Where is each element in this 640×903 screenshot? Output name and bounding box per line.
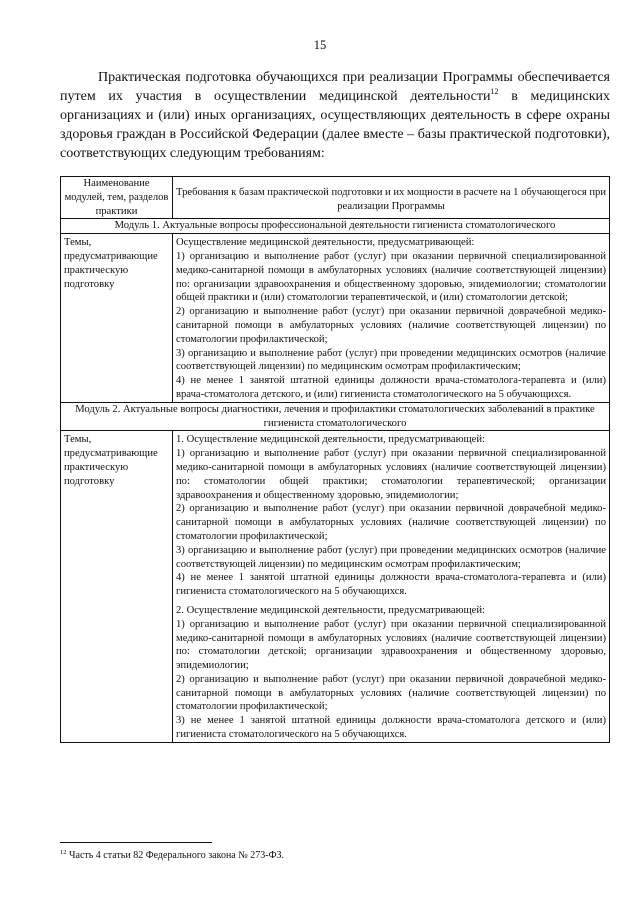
list-item: 3) организацию и выполнение работ (услуг) при проведении медицинских осмотров (наличие соответствующей лицензии) по медицинским осмотрам профилактическим; bbox=[176, 347, 606, 373]
module-1-topic-cell: Темы, предусматривающие практическую подготовку bbox=[61, 234, 173, 403]
module-1-title: Модуль 1. Актуальные вопросы профессиональной деятельности гигиениста стоматологического bbox=[61, 219, 610, 234]
table-header-row bbox=[61, 177, 610, 219]
module-2-block-1-lead: 1. Осуществление медицинской деятельности, предусматривающей: bbox=[176, 434, 485, 446]
header-requirements-cell: Требования к базам практической подготовки и их мощности в расчете на 1 обучающегося при реализации Программы bbox=[173, 177, 610, 219]
footnote-marker: 12 bbox=[60, 849, 67, 856]
footnote bbox=[60, 849, 610, 862]
intro-text-continued: в медицинских организациях и (или) иных организациях, осуществляющих деятельность в сфере охраны здоровья граждан в Российской Федерации (далее вместе – базы практической подготовки), соответствующих следующим требованиям: bbox=[60, 89, 610, 161]
intro-text: Практическая подготовка обучающихся при реализации Программы обеспечивается путем их участия в осуществлении медицинской деятельности bbox=[60, 70, 610, 104]
module-2-requirements-cell bbox=[173, 431, 610, 743]
module-2-title: Модуль 2. Актуальные вопросы диагностики, лечения и профилактики стоматологических заболеваний в практике гигиениста стоматологического bbox=[61, 402, 610, 431]
requirements-table bbox=[60, 176, 610, 743]
module-1-content-row bbox=[61, 234, 610, 403]
module-2-content-row bbox=[61, 431, 610, 743]
module-2-topic-cell: Темы, предусматривающие практическую подготовку bbox=[61, 431, 173, 743]
list-item: 3) организацию и выполнение работ (услуг) при проведении медицинских осмотров (наличие соответствующей лицензии) по медицинским осмотрам профилактическим; bbox=[176, 544, 606, 570]
list-item: 3) не менее 1 занятой штатной единицы должности врача-стоматолога детского и (или) гигиениста стоматологического на 5 обучающихся. bbox=[176, 715, 606, 741]
list-item: 1) организацию и выполнение работ (услуг) при оказании первичной специализированной медико-санитарной помощи в амбулаторных условиях (наличие соответствующей лицензии) по: организации здравоохранения и общественному здоровью, эпидемиологии; стоматологии общей практики и (или) стоматологии терапевтической, и (или) стоматологии детской; bbox=[176, 250, 606, 304]
list-item: 2) организацию и выполнение работ (услуг) при оказании первичной доврачебной медико-санитарной помощи в амбулаторных условиях (наличие соответствующей лицензии) по стоматологии профилактической; bbox=[176, 503, 606, 542]
header-modules-cell: Наименование модулей, тем, разделов практики bbox=[61, 177, 173, 219]
footnote-text: Часть 4 статьи 82 Федерального закона № 273-ФЗ. bbox=[66, 850, 285, 861]
module-2-block-1 bbox=[176, 433, 606, 599]
intro-paragraph bbox=[60, 68, 610, 163]
list-item: 4) не менее 1 занятой штатной единицы должности врача-стоматолога-терапевта и (или) гигиениста стоматологического на 5 обучающихся. bbox=[176, 572, 606, 598]
list-item: 4) не менее 1 занятой штатной единицы должности врача-стоматолога-терапевта и (или) врача-стоматолога детского, и (или) гигиениста стоматологического на 5 обучающихся. bbox=[176, 375, 606, 400]
page-number: 15 bbox=[313, 38, 327, 52]
module-2-row bbox=[61, 402, 610, 431]
footnote-divider bbox=[60, 842, 212, 843]
list-item: 1) организацию и выполнение работ (услуг) при оказании первичной специализированной медико-санитарной помощи в амбулаторных условиях (наличие соответствующей лицензии) по: стоматологии детской; организации здравоохранения и общественному здоровью, эпидемиологии; bbox=[176, 618, 606, 672]
list-item: 2) организацию и выполнение работ (услуг) при оказании первичной доврачебной медико-санитарной помощи в амбулаторных условиях (наличие соответствующей лицензии) по стоматологии профилактической; bbox=[176, 306, 606, 345]
footnote-reference: 12 bbox=[490, 87, 499, 96]
list-item: 1) организацию и выполнение работ (услуг) при оказании первичной специализированной медико-санитарной помощи в амбулаторных условиях (наличие соответствующей лицензии) по: стоматологии общей практики; стоматологии терапевтической; организации здравоохранения и общественному здоровью, эпидемиологии; bbox=[176, 448, 606, 501]
list-item: 2) организацию и выполнение работ (услуг) при оказании первичной доврачебной медико-санитарной помощи в амбулаторных условиях (наличие соответствующей лицензии) по стоматологии профилактической; bbox=[176, 673, 606, 713]
module-1-lead: Осуществление медицинской деятельности, предусматривающей: bbox=[176, 237, 475, 249]
module-1-row bbox=[61, 219, 610, 234]
module-2-block-2 bbox=[176, 604, 606, 742]
module-1-requirements-cell bbox=[173, 234, 610, 403]
module-2-block-2-lead: 2. Осуществление медицинской деятельности, предусматривающей: bbox=[176, 604, 485, 616]
